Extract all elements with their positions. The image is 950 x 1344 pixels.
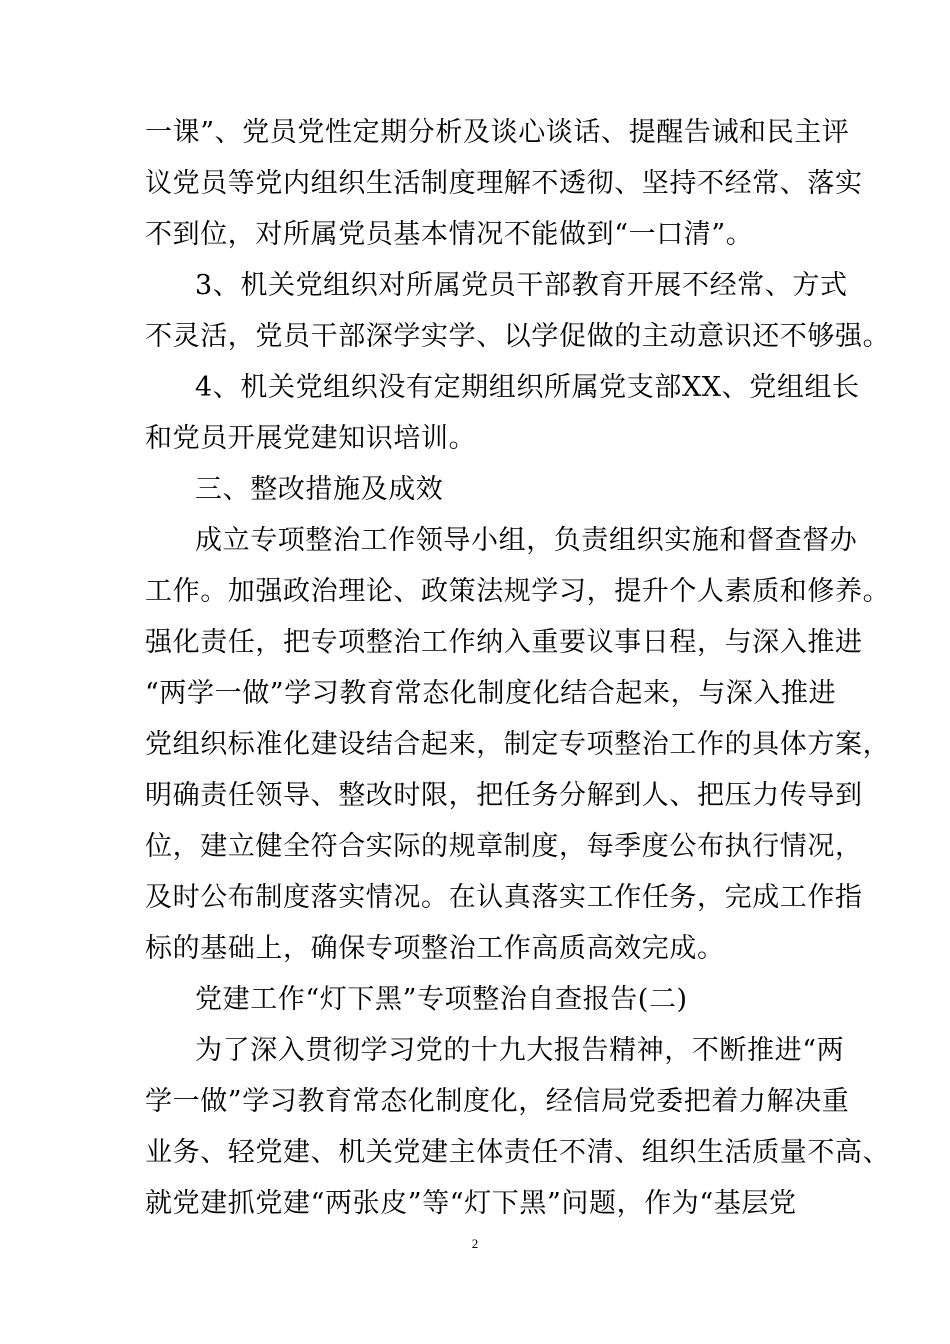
text-line: 议党员等党内组织生活制度理解不透彻、坚持不经常、落实 bbox=[145, 168, 863, 199]
text-line: 明确责任领导、整改时限，把任务分解到人、把压力传导到 bbox=[145, 780, 863, 811]
text-line: 业务、轻党建、机关党建主体责任不清、组织生活质量不高、 bbox=[145, 1137, 891, 1168]
text-line: 成立专项整治工作领导小组，负责组织实施和督查督办 bbox=[195, 525, 858, 556]
text-line: 工作。加强政治理论、政策法规学习，提升个人素质和修养。 bbox=[145, 576, 891, 607]
text-line: 为了深入贯彻学习党的十九大报告精神，不断推进“两 bbox=[195, 1035, 845, 1066]
text-line: “两学一做”学习教育常态化制度化结合起来，与深入推进 bbox=[145, 678, 837, 709]
text-line: 党组织标准化建设结合起来，制定专项整治工作的具体方案， bbox=[145, 729, 891, 760]
section-heading: 三、整改措施及成效 bbox=[195, 474, 444, 505]
text-line: 及时公布制度落实情况。在认真落实工作任务，完成工作指 bbox=[145, 882, 863, 913]
text-line: 强化责任，把专项整治工作纳入重要议事日程，与深入推进 bbox=[145, 627, 863, 658]
text-line: 3、机关党组织对所属党员干部教育开展不经常、方式 bbox=[195, 270, 848, 301]
text-line: 标的基础上，确保专项整治工作高质高效完成。 bbox=[145, 933, 725, 964]
report-title: 党建工作“灯下黑”专项整治自查报告(二) bbox=[195, 984, 688, 1015]
text-line: 就党建抓党建“两张皮”等“灯下黑”问题，作为“基层党 bbox=[145, 1188, 797, 1219]
text-line: 不灵活，党员干部深学实学、以学促做的主动意识还不够强。 bbox=[145, 321, 891, 352]
text-line: 一课”、党员党性定期分析及谈心谈话、提醒告诫和民主评 bbox=[145, 117, 850, 148]
text-line: 位，建立健全符合实际的规章制度，每季度公布执行情况， bbox=[145, 831, 863, 862]
text-line: 学一做”学习教育常态化制度化，经信局党委把着力解决重 bbox=[145, 1086, 850, 1117]
page-number: 2 bbox=[471, 1236, 479, 1251]
text-line: 不到位，对所属党员基本情况不能做到“一口清”。 bbox=[145, 219, 754, 250]
text-line: 和党员开展党建知识培训。 bbox=[145, 423, 477, 454]
text-line: 4、机关党组织没有定期组织所属党支部XX、党组组长 bbox=[195, 372, 860, 403]
